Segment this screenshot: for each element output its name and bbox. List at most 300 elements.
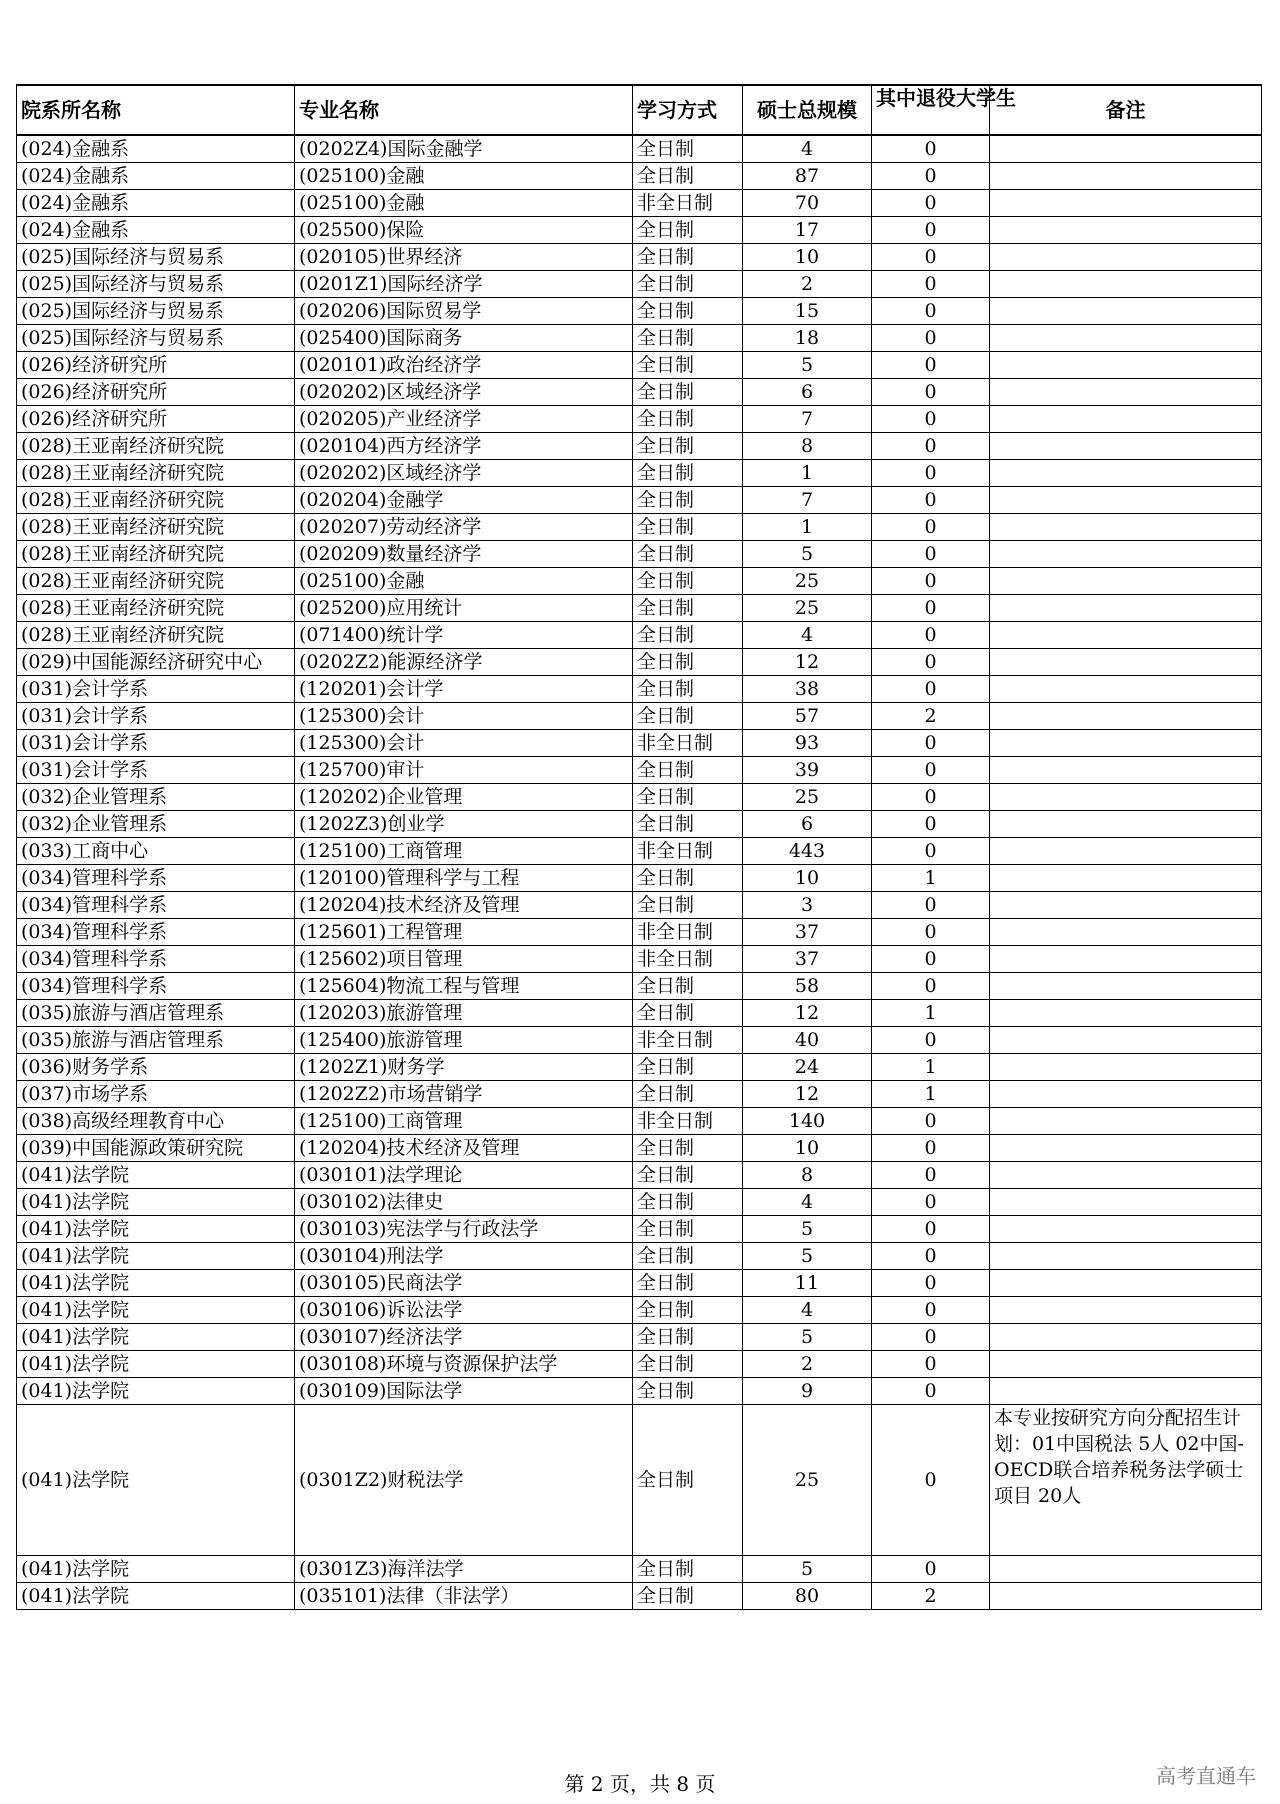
cell-veterans: 0 [872, 595, 990, 622]
cell-study-mode: 全日制 [633, 703, 743, 730]
cell-study-mode: 全日制 [633, 865, 743, 892]
cell-major: (030103)宪法学与行政法学 [295, 1216, 633, 1243]
cell-department: (025)国际经济与贸易系 [17, 271, 295, 298]
cell-major: (020207)劳动经济学 [295, 514, 633, 541]
cell-note [990, 1351, 1262, 1378]
cell-note [990, 325, 1262, 352]
cell-veterans: 0 [872, 946, 990, 973]
cell-major: (020104)西方经济学 [295, 433, 633, 460]
table-row [17, 649, 1262, 676]
cell-veterans: 0 [872, 1162, 990, 1189]
cell-study-mode: 非全日制 [633, 730, 743, 757]
table-row [17, 622, 1262, 649]
cell-study-mode: 全日制 [633, 1583, 743, 1610]
cell-total: 7 [743, 487, 872, 514]
cell-study-mode: 全日制 [633, 1324, 743, 1351]
cell-major: (030102)法律史 [295, 1189, 633, 1216]
cell-note [990, 703, 1262, 730]
table-row [17, 757, 1262, 784]
cell-major: (030107)经济法学 [295, 1324, 633, 1351]
table-row [17, 298, 1262, 325]
cell-total: 87 [743, 163, 872, 190]
cell-department: (025)国际经济与贸易系 [17, 244, 295, 271]
cell-major: (120100)管理科学与工程 [295, 865, 633, 892]
table-row [17, 973, 1262, 1000]
cell-study-mode: 全日制 [633, 352, 743, 379]
cell-study-mode: 全日制 [633, 1135, 743, 1162]
cell-department: (028)王亚南经济研究院 [17, 487, 295, 514]
cell-total: 24 [743, 1054, 872, 1081]
table-row [17, 1556, 1262, 1583]
table-row [17, 460, 1262, 487]
cell-note [990, 892, 1262, 919]
cell-veterans: 0 [872, 352, 990, 379]
cell-note [990, 676, 1262, 703]
cell-note [990, 433, 1262, 460]
cell-total: 2 [743, 1351, 872, 1378]
cell-total: 38 [743, 676, 872, 703]
cell-study-mode: 全日制 [633, 514, 743, 541]
cell-total: 39 [743, 757, 872, 784]
cell-study-mode: 全日制 [633, 784, 743, 811]
table-row [17, 784, 1262, 811]
cell-note [990, 406, 1262, 433]
table-row [17, 1216, 1262, 1243]
cell-veterans: 0 [872, 217, 990, 244]
cell-total: 10 [743, 244, 872, 271]
cell-major: (0301Z3)海洋法学 [295, 1556, 633, 1583]
header-total: 硕士总规模 [743, 85, 872, 135]
cell-study-mode: 全日制 [633, 298, 743, 325]
cell-note [990, 1583, 1262, 1610]
cell-note [990, 487, 1262, 514]
cell-veterans: 0 [872, 1351, 990, 1378]
table-row [17, 811, 1262, 838]
cell-study-mode: 非全日制 [633, 1027, 743, 1054]
cell-veterans: 0 [872, 784, 990, 811]
cell-major: (030101)法学理论 [295, 1162, 633, 1189]
cell-major: (0201Z1)国际经济学 [295, 271, 633, 298]
cell-study-mode: 全日制 [633, 1243, 743, 1270]
page-footer: 第 2 页，共 8 页 [564, 1772, 716, 1796]
cell-department: (041)法学院 [17, 1556, 295, 1583]
cell-major: (0202Z2)能源经济学 [295, 649, 633, 676]
cell-total: 37 [743, 946, 872, 973]
cell-study-mode: 全日制 [633, 1405, 743, 1556]
cell-major: (125100)工商管理 [295, 1108, 633, 1135]
cell-note [990, 838, 1262, 865]
cell-total: 4 [743, 1189, 872, 1216]
cell-major: (125601)工程管理 [295, 919, 633, 946]
table-row [17, 541, 1262, 568]
cell-veterans: 0 [872, 163, 990, 190]
cell-veterans: 0 [872, 1378, 990, 1405]
cell-major: (120204)技术经济及管理 [295, 1135, 633, 1162]
table-row [17, 325, 1262, 352]
cell-veterans: 0 [872, 1027, 990, 1054]
cell-veterans: 0 [872, 838, 990, 865]
table-row [17, 271, 1262, 298]
cell-department: (041)法学院 [17, 1378, 295, 1405]
cell-note [990, 973, 1262, 1000]
cell-total: 58 [743, 973, 872, 1000]
cell-total: 80 [743, 1583, 872, 1610]
header-department: 院系所名称 [17, 85, 295, 135]
header-study-mode: 学习方式 [633, 85, 743, 135]
table-row [17, 190, 1262, 217]
cell-major: (071400)统计学 [295, 622, 633, 649]
cell-total: 5 [743, 1216, 872, 1243]
cell-veterans: 0 [872, 892, 990, 919]
table-row [17, 595, 1262, 622]
cell-department: (034)管理科学系 [17, 946, 295, 973]
cell-veterans: 0 [872, 514, 990, 541]
cell-major: (120202)企业管理 [295, 784, 633, 811]
cell-major: (020206)国际贸易学 [295, 298, 633, 325]
cell-note [990, 757, 1262, 784]
table-row [17, 379, 1262, 406]
cell-department: (033)工商中心 [17, 838, 295, 865]
cell-department: (028)王亚南经济研究院 [17, 622, 295, 649]
cell-department: (024)金融系 [17, 217, 295, 244]
cell-study-mode: 全日制 [633, 1216, 743, 1243]
cell-study-mode: 全日制 [633, 622, 743, 649]
cell-department: (034)管理科学系 [17, 919, 295, 946]
cell-note [990, 460, 1262, 487]
cell-note [990, 514, 1262, 541]
cell-note [990, 1054, 1262, 1081]
cell-department: (035)旅游与酒店管理系 [17, 1000, 295, 1027]
cell-veterans: 1 [872, 1054, 990, 1081]
table-row [17, 163, 1262, 190]
cell-study-mode: 全日制 [633, 460, 743, 487]
cell-study-mode: 全日制 [633, 406, 743, 433]
table-row [17, 1081, 1262, 1108]
table-row [17, 1270, 1262, 1297]
cell-major: (020209)数量经济学 [295, 541, 633, 568]
cell-department: (029)中国能源经济研究中心 [17, 649, 295, 676]
cell-study-mode: 全日制 [633, 325, 743, 352]
cell-major: (025100)金融 [295, 568, 633, 595]
cell-study-mode: 全日制 [633, 433, 743, 460]
cell-study-mode: 全日制 [633, 1378, 743, 1405]
cell-study-mode: 全日制 [633, 1054, 743, 1081]
cell-veterans: 0 [872, 622, 990, 649]
cell-note [990, 352, 1262, 379]
cell-study-mode: 全日制 [633, 1081, 743, 1108]
cell-veterans: 0 [872, 730, 990, 757]
cell-department: (031)会计学系 [17, 730, 295, 757]
cell-study-mode: 全日制 [633, 1162, 743, 1189]
cell-veterans: 0 [872, 244, 990, 271]
cell-veterans: 0 [872, 757, 990, 784]
cell-total: 12 [743, 649, 872, 676]
cell-total: 12 [743, 1000, 872, 1027]
cell-major: (030109)国际法学 [295, 1378, 633, 1405]
cell-study-mode: 非全日制 [633, 190, 743, 217]
cell-note [990, 1216, 1262, 1243]
cell-note [990, 1243, 1262, 1270]
table-row [17, 135, 1262, 163]
cell-veterans: 0 [872, 973, 990, 1000]
table-row [17, 1583, 1262, 1610]
cell-department: (028)王亚南经济研究院 [17, 595, 295, 622]
cell-total: 5 [743, 1324, 872, 1351]
cell-study-mode: 全日制 [633, 1189, 743, 1216]
cell-major: (1202Z2)市场营销学 [295, 1081, 633, 1108]
cell-major: (020202)区域经济学 [295, 379, 633, 406]
cell-note [990, 298, 1262, 325]
table-row [17, 1378, 1262, 1405]
cell-total: 7 [743, 406, 872, 433]
cell-major: (125300)会计 [295, 730, 633, 757]
cell-veterans: 0 [872, 541, 990, 568]
cell-note [990, 1081, 1262, 1108]
table-row [17, 1243, 1262, 1270]
cell-total: 4 [743, 1297, 872, 1324]
cell-department: (037)市场学系 [17, 1081, 295, 1108]
cell-veterans: 0 [872, 298, 990, 325]
cell-note [990, 1000, 1262, 1027]
cell-study-mode: 全日制 [633, 1297, 743, 1324]
cell-total: 2 [743, 271, 872, 298]
cell-veterans: 0 [872, 190, 990, 217]
cell-department: (039)中国能源政策研究院 [17, 1135, 295, 1162]
cell-note [990, 1189, 1262, 1216]
cell-department: (031)会计学系 [17, 757, 295, 784]
cell-note [990, 190, 1262, 217]
cell-total: 25 [743, 1405, 872, 1556]
table-row [17, 406, 1262, 433]
cell-note [990, 1270, 1262, 1297]
cell-department: (041)法学院 [17, 1583, 295, 1610]
cell-total: 10 [743, 865, 872, 892]
cell-note [990, 271, 1262, 298]
table-row [17, 703, 1262, 730]
cell-note [990, 1135, 1262, 1162]
enrollment-table [16, 84, 1262, 1610]
cell-department: (041)法学院 [17, 1324, 295, 1351]
table-row [17, 1351, 1262, 1378]
cell-major: (1202Z1)财务学 [295, 1054, 633, 1081]
cell-department: (028)王亚南经济研究院 [17, 568, 295, 595]
cell-major: (030105)民商法学 [295, 1270, 633, 1297]
cell-note [990, 1162, 1262, 1189]
cell-total: 443 [743, 838, 872, 865]
cell-study-mode: 全日制 [633, 379, 743, 406]
cell-study-mode: 全日制 [633, 568, 743, 595]
table-row [17, 838, 1262, 865]
cell-study-mode: 全日制 [633, 217, 743, 244]
cell-department: (036)财务学系 [17, 1054, 295, 1081]
cell-major: (020202)区域经济学 [295, 460, 633, 487]
cell-study-mode: 全日制 [633, 541, 743, 568]
cell-department: (032)企业管理系 [17, 811, 295, 838]
cell-department: (041)法学院 [17, 1162, 295, 1189]
cell-major: (125602)项目管理 [295, 946, 633, 973]
cell-department: (032)企业管理系 [17, 784, 295, 811]
watermark-text: 高考直通车 [1156, 1764, 1256, 1788]
table-row [17, 487, 1262, 514]
cell-department: (041)法学院 [17, 1243, 295, 1270]
cell-total: 4 [743, 622, 872, 649]
cell-department: (028)王亚南经济研究院 [17, 514, 295, 541]
cell-total: 40 [743, 1027, 872, 1054]
cell-major: (030106)诉讼法学 [295, 1297, 633, 1324]
cell-note [990, 379, 1262, 406]
cell-total: 5 [743, 541, 872, 568]
cell-veterans: 0 [872, 919, 990, 946]
table-row [17, 1000, 1262, 1027]
cell-study-mode: 全日制 [633, 649, 743, 676]
cell-department: (041)法学院 [17, 1189, 295, 1216]
header-veterans [872, 85, 1016, 135]
cell-veterans: 0 [872, 811, 990, 838]
cell-note [990, 1405, 1262, 1556]
cell-major: (025500)保险 [295, 217, 633, 244]
cell-major: (125604)物流工程与管理 [295, 973, 633, 1000]
cell-study-mode: 非全日制 [633, 838, 743, 865]
cell-veterans: 2 [872, 703, 990, 730]
cell-department: (038)高级经理教育中心 [17, 1108, 295, 1135]
cell-department: (041)法学院 [17, 1297, 295, 1324]
cell-veterans: 0 [872, 1216, 990, 1243]
table-row [17, 892, 1262, 919]
cell-note [990, 1324, 1262, 1351]
header-veterans-text: 其中退役大学生 [876, 86, 1016, 110]
cell-veterans: 1 [872, 865, 990, 892]
cell-total: 1 [743, 460, 872, 487]
cell-department: (034)管理科学系 [17, 973, 295, 1000]
cell-study-mode: 全日制 [633, 1556, 743, 1583]
cell-major: (020205)产业经济学 [295, 406, 633, 433]
cell-total: 4 [743, 135, 872, 163]
cell-veterans: 0 [872, 649, 990, 676]
table-header-row [17, 85, 1262, 135]
cell-study-mode: 全日制 [633, 676, 743, 703]
cell-total: 93 [743, 730, 872, 757]
table-row [17, 1405, 1262, 1556]
cell-major: (120204)技术经济及管理 [295, 892, 633, 919]
cell-study-mode: 全日制 [633, 1000, 743, 1027]
cell-total: 37 [743, 919, 872, 946]
cell-major: (120203)旅游管理 [295, 1000, 633, 1027]
cell-major: (125300)会计 [295, 703, 633, 730]
cell-study-mode: 全日制 [633, 1351, 743, 1378]
table-row [17, 1189, 1262, 1216]
cell-study-mode: 全日制 [633, 1270, 743, 1297]
cell-study-mode: 全日制 [633, 757, 743, 784]
cell-veterans: 0 [872, 676, 990, 703]
cell-major: (125400)旅游管理 [295, 1027, 633, 1054]
cell-note [990, 784, 1262, 811]
table-row [17, 217, 1262, 244]
cell-total: 9 [743, 1378, 872, 1405]
cell-veterans: 0 [872, 1135, 990, 1162]
cell-veterans: 0 [872, 135, 990, 163]
cell-total: 12 [743, 1081, 872, 1108]
cell-veterans: 0 [872, 406, 990, 433]
cell-total: 25 [743, 595, 872, 622]
cell-total: 3 [743, 892, 872, 919]
cell-note [990, 217, 1262, 244]
cell-department: (034)管理科学系 [17, 892, 295, 919]
table-row [17, 946, 1262, 973]
cell-note [990, 541, 1262, 568]
cell-total: 17 [743, 217, 872, 244]
table-row [17, 1297, 1262, 1324]
cell-study-mode: 全日制 [633, 135, 743, 163]
table-row [17, 676, 1262, 703]
cell-note [990, 730, 1262, 757]
table-row [17, 352, 1262, 379]
cell-department: (026)经济研究所 [17, 379, 295, 406]
cell-veterans: 2 [872, 1583, 990, 1610]
cell-note [990, 595, 1262, 622]
cell-major: (120201)会计学 [295, 676, 633, 703]
cell-note [990, 135, 1262, 163]
cell-department: (024)金融系 [17, 163, 295, 190]
cell-major: (020204)金融学 [295, 487, 633, 514]
cell-total: 10 [743, 1135, 872, 1162]
cell-total: 11 [743, 1270, 872, 1297]
cell-veterans: 0 [872, 379, 990, 406]
cell-veterans: 0 [872, 460, 990, 487]
cell-major: (020105)世界经济 [295, 244, 633, 271]
cell-major: (025200)应用统计 [295, 595, 633, 622]
cell-department: (024)金融系 [17, 135, 295, 163]
cell-department: (035)旅游与酒店管理系 [17, 1027, 295, 1054]
cell-study-mode: 非全日制 [633, 1108, 743, 1135]
cell-veterans: 0 [872, 1108, 990, 1135]
cell-department: (031)会计学系 [17, 703, 295, 730]
cell-veterans: 0 [872, 1405, 990, 1556]
cell-veterans: 0 [872, 1243, 990, 1270]
cell-department: (041)法学院 [17, 1216, 295, 1243]
cell-total: 6 [743, 811, 872, 838]
cell-veterans: 1 [872, 1000, 990, 1027]
cell-total: 25 [743, 568, 872, 595]
cell-study-mode: 全日制 [633, 487, 743, 514]
cell-veterans: 0 [872, 1270, 990, 1297]
cell-major: (125700)审计 [295, 757, 633, 784]
cell-department: (026)经济研究所 [17, 352, 295, 379]
cell-veterans: 0 [872, 1556, 990, 1583]
cell-study-mode: 全日制 [633, 892, 743, 919]
table-row [17, 1162, 1262, 1189]
cell-total: 1 [743, 514, 872, 541]
cell-major: (025100)金融 [295, 163, 633, 190]
cell-study-mode: 全日制 [633, 973, 743, 1000]
cell-veterans: 0 [872, 325, 990, 352]
cell-note [990, 919, 1262, 946]
cell-total: 5 [743, 352, 872, 379]
cell-department: (041)法学院 [17, 1351, 295, 1378]
table-row [17, 1324, 1262, 1351]
cell-veterans: 0 [872, 487, 990, 514]
table-row [17, 433, 1262, 460]
cell-department: (034)管理科学系 [17, 865, 295, 892]
cell-major: (0202Z4)国际金融学 [295, 135, 633, 163]
cell-veterans: 0 [872, 271, 990, 298]
table-row [17, 1027, 1262, 1054]
cell-study-mode: 全日制 [633, 271, 743, 298]
cell-note [990, 1027, 1262, 1054]
table-row [17, 919, 1262, 946]
table-row [17, 568, 1262, 595]
table-row [17, 1108, 1262, 1135]
cell-total: 25 [743, 784, 872, 811]
